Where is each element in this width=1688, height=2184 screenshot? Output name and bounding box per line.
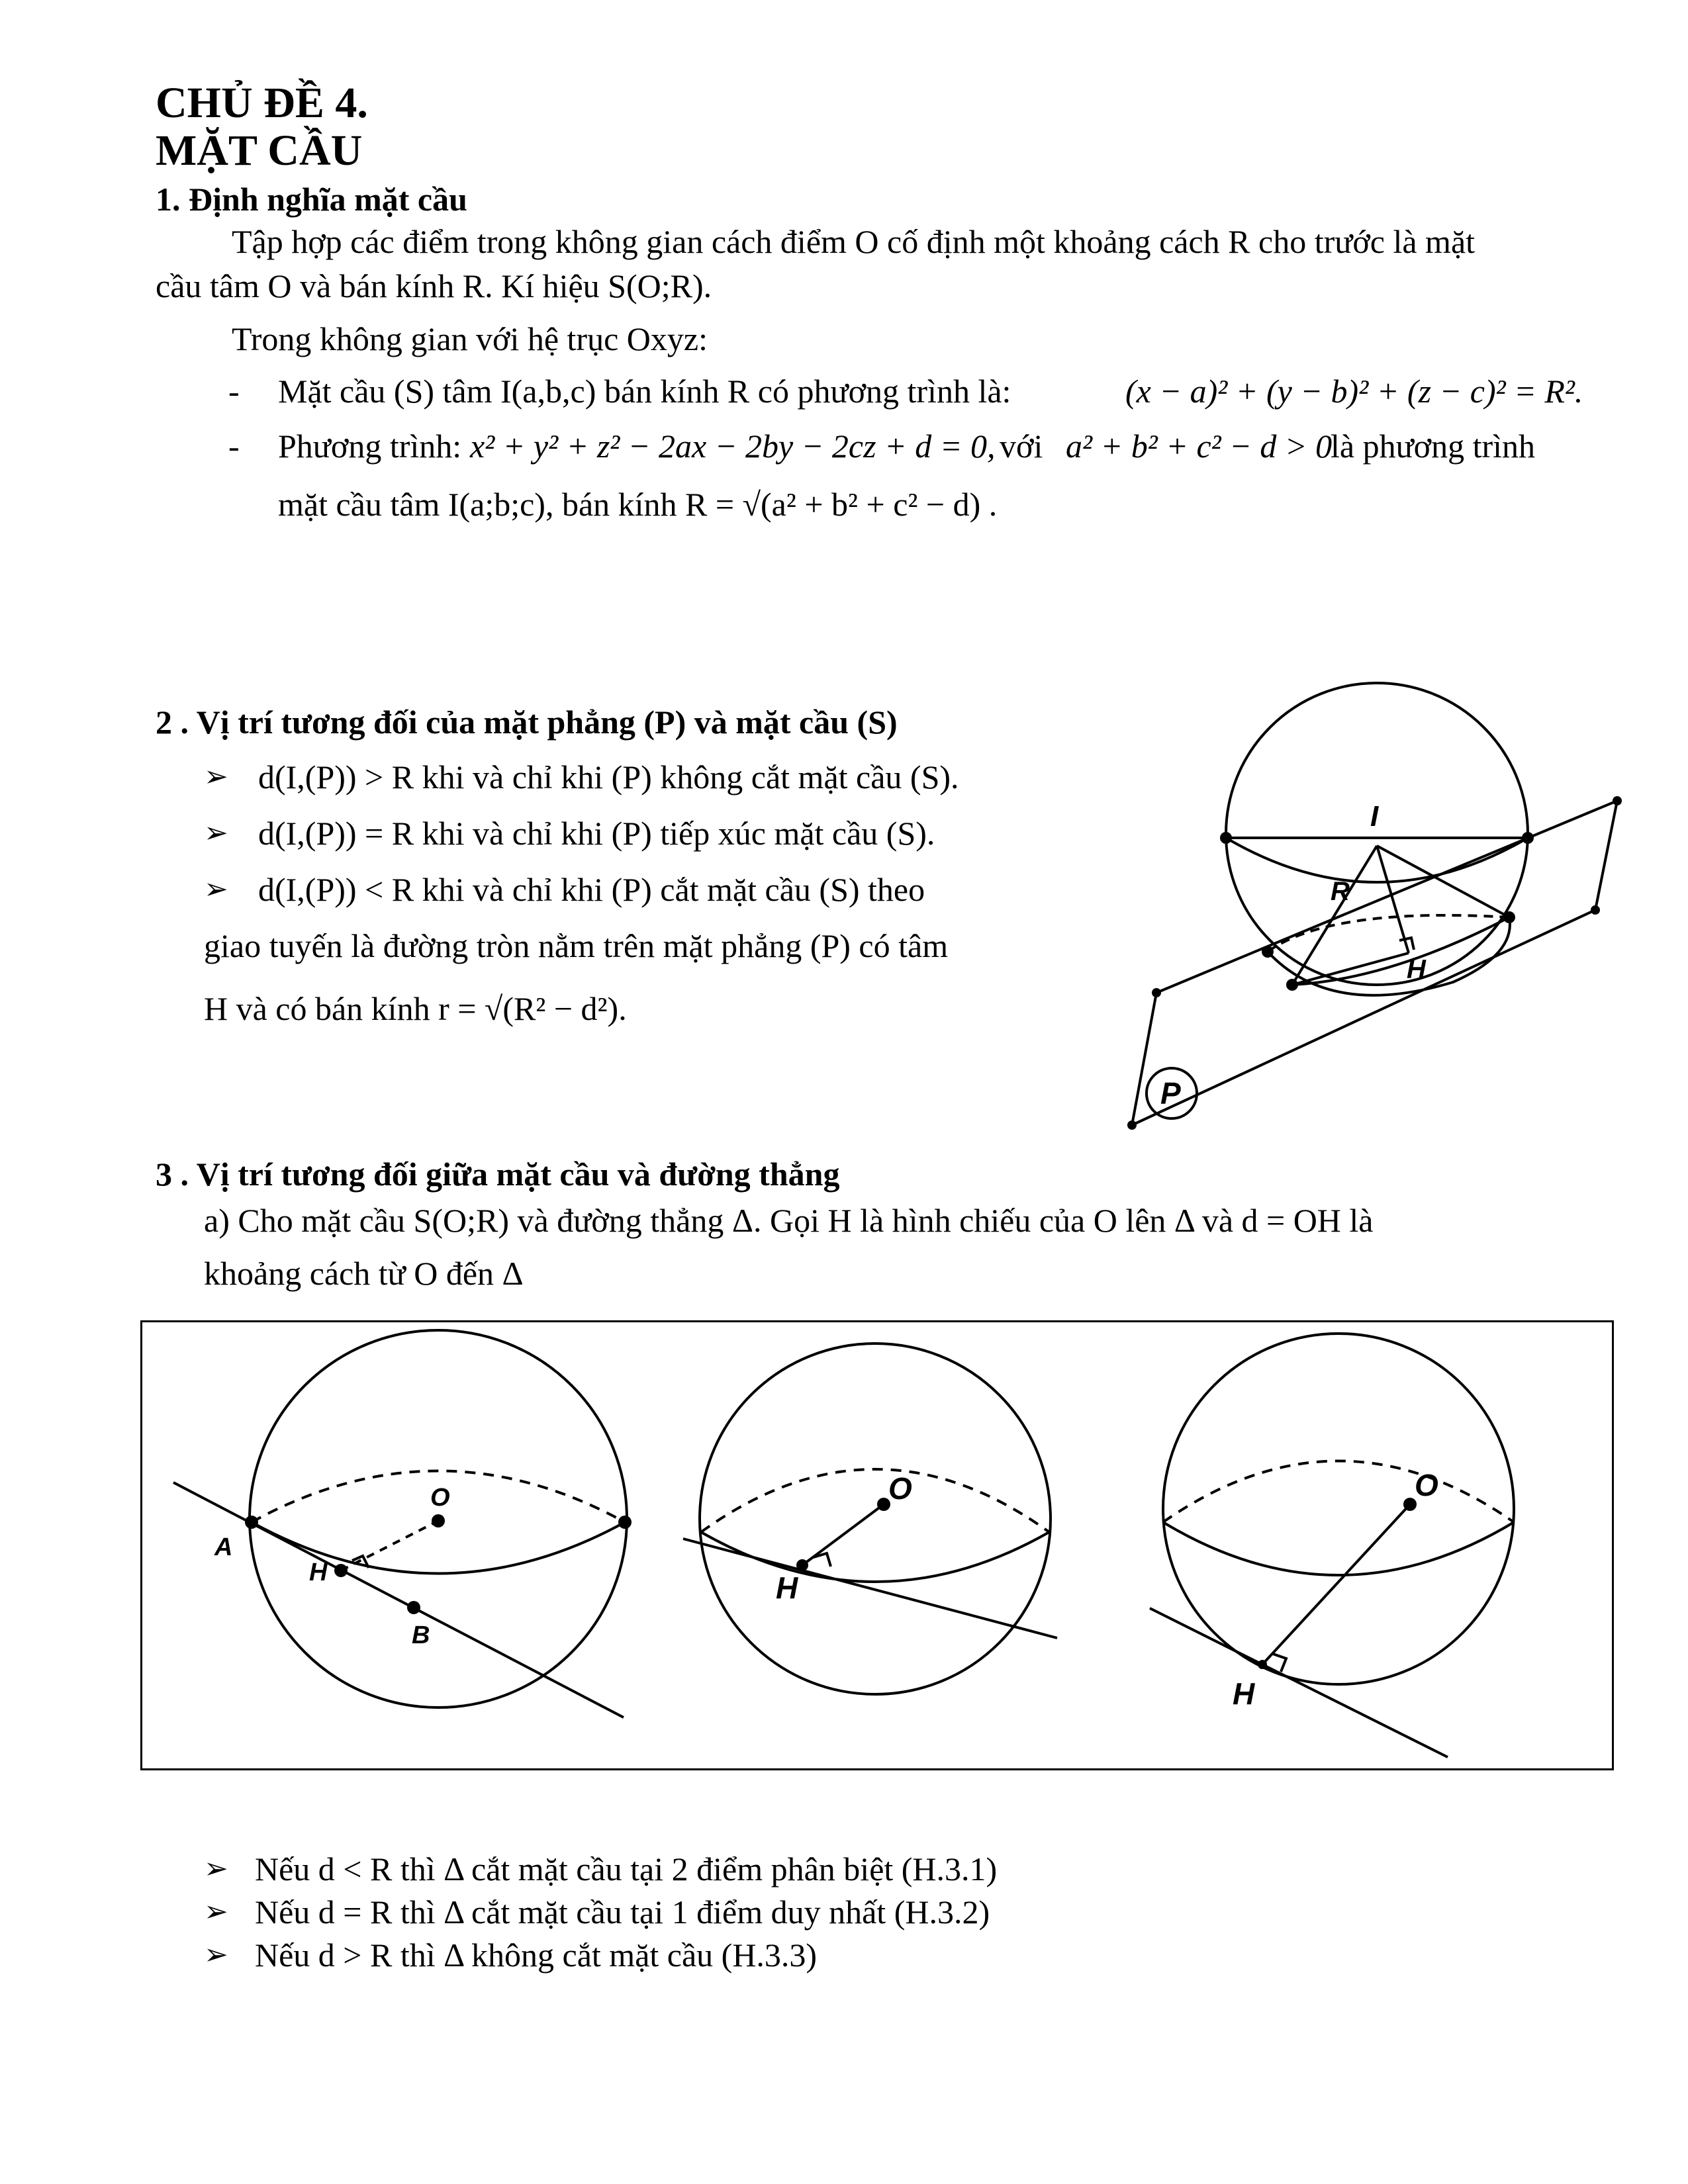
line-case-1: Nếu d < R thì Δ cắt mặt cầu tại 2 điểm phân biệt (H.3.1) <box>255 1850 998 1888</box>
point-dot <box>1152 988 1161 997</box>
point-dot <box>618 1516 632 1529</box>
arrow-bullet: ➢ <box>204 817 228 849</box>
foot-h-dot <box>1258 1660 1267 1669</box>
definition-line1: Tập hợp các điểm trong không gian cách điểm O cố định một khoảng cách R cho trước là mặt <box>232 223 1476 260</box>
point-dot <box>1613 796 1622 805</box>
sphere2-line-delta <box>683 1539 1057 1638</box>
dash-bullet: - <box>228 428 240 465</box>
condition-formula: a² + b² + c² − d > 0 <box>1066 428 1333 465</box>
sphere-equation-text: Mặt cầu (S) tâm I(a,b,c) bán kính R có phương trình là: <box>278 373 1011 410</box>
line-case-3: Nếu d > R thì Δ không cắt mặt cầu (H.3.3) <box>255 1936 818 1974</box>
sphere2-right-angle <box>814 1553 831 1567</box>
definition-line2: cầu tâm O và bán kính R. Kí hiệu S(O;R). <box>156 267 712 304</box>
point-b-dot <box>407 1601 420 1614</box>
sphere-plane-figure <box>1112 688 1642 1152</box>
point-dot <box>1220 832 1232 844</box>
topic-heading: CHỦ ĐỀ 4. <box>156 79 368 127</box>
label-o: O <box>430 1484 450 1512</box>
coordinate-intro: Trong không gian với hệ trục Oxyz: <box>232 320 708 357</box>
sphere1-line-delta <box>173 1482 624 1717</box>
plane-case-2: d(I,(P)) = R khi và chỉ khi (P) tiếp xúc mặt cầu (S). <box>258 815 935 852</box>
general-equation: x² + y² + z² − 2ax − 2by − 2cz + d = 0, <box>470 428 996 465</box>
page-title: MẶT CẦU <box>156 126 363 175</box>
point-a-dot <box>245 1516 258 1529</box>
sphere3-equator-front <box>1163 1522 1514 1575</box>
label-o: O <box>888 1471 912 1506</box>
dash-bullet: - <box>228 373 240 410</box>
sphere-equation: (x − a)² + (y − b)² + (z − c)² = R². <box>1125 373 1583 410</box>
line-intro-2: khoảng cách từ O đến Δ <box>204 1255 524 1292</box>
label-r: R <box>1331 877 1350 906</box>
label-h: H <box>1233 1676 1255 1711</box>
arrow-bullet: ➢ <box>204 1852 228 1885</box>
sphere3-outline <box>1163 1334 1514 1684</box>
sphere3-oh-line <box>1262 1504 1410 1664</box>
sphere3-line-delta <box>1150 1608 1448 1757</box>
label-b: B <box>412 1621 430 1649</box>
sphere-outline <box>1226 683 1528 985</box>
point-dot <box>1503 911 1515 923</box>
general-equation-text: Phương trình: <box>278 428 462 465</box>
section1-heading: 1. Định nghĩa mặt cầu <box>156 181 467 218</box>
plane-case-3-line2: giao tuyến là đường tròn nằm trên mặt phẳng (P) có tâm <box>204 927 949 964</box>
label-h: H <box>776 1570 798 1605</box>
point-dot <box>1286 979 1298 991</box>
section2-heading: 2 . Vị trí tương đối của mặt phẳng (P) và mặt cầu (S) <box>156 704 898 741</box>
condition-tail: là phương trình <box>1331 428 1536 465</box>
label-h: H <box>309 1559 328 1586</box>
sphere-line-figures <box>140 1320 1614 1770</box>
arrow-bullet: ➢ <box>204 873 228 905</box>
line-case-2: Nếu d = R thì Δ cắt mặt cầu tại 1 điểm duy nhất (H.3.2) <box>255 1893 990 1931</box>
section3-heading: 3 . Vị trí tương đối giữa mặt cầu và đường thẳng <box>156 1156 840 1193</box>
point-dot <box>1127 1120 1137 1130</box>
line-intro-1: a) Cho mặt cầu S(O;R) và đường thẳng Δ. Gọi H là hình chiếu của O lên Δ và d = OH là <box>204 1202 1374 1239</box>
foot-h-dot <box>334 1564 348 1577</box>
label-h: H <box>1407 955 1426 984</box>
point-dot <box>1591 905 1600 915</box>
sphere3-equator-back <box>1163 1461 1514 1523</box>
arrow-bullet: ➢ <box>204 1895 228 1928</box>
point-dot <box>1262 946 1274 958</box>
point-dot <box>1522 832 1534 844</box>
section-circle-back <box>1268 915 1509 952</box>
label-p: P <box>1160 1076 1181 1111</box>
sphere3-right-angle <box>1273 1654 1286 1672</box>
foot-h-dot <box>796 1559 808 1571</box>
equator-front <box>1226 838 1528 882</box>
center-radius-line: mặt cầu tâm I(a;b;c), bán kính R = √(a² + b² + c² − d) . <box>278 486 998 523</box>
plane-case-1: d(I,(P)) > R khi và chỉ khi (P) không cắt mặt cầu (S). <box>258 758 959 796</box>
sphere2-equator-back <box>701 1469 1049 1532</box>
plane-case-3-line3: H và có bán kính r = √(R² − d²). <box>204 990 627 1027</box>
sphere1-oh-line <box>341 1521 438 1570</box>
arrow-bullet: ➢ <box>204 760 228 793</box>
sphere1-equator-front <box>252 1522 625 1574</box>
sphere2-outline <box>700 1343 1051 1694</box>
label-i: I <box>1370 800 1379 833</box>
label-o: O <box>1415 1468 1438 1502</box>
plane-case-3: d(I,(P)) < R khi và chỉ khi (P) cắt mặt cầu (S) theo <box>258 871 925 908</box>
plane-left-edge <box>1132 993 1156 1125</box>
condition-prefix: với <box>1000 428 1043 465</box>
center-o-dot <box>432 1514 445 1527</box>
arrow-bullet: ➢ <box>204 1938 228 1971</box>
label-a: A <box>214 1533 233 1561</box>
